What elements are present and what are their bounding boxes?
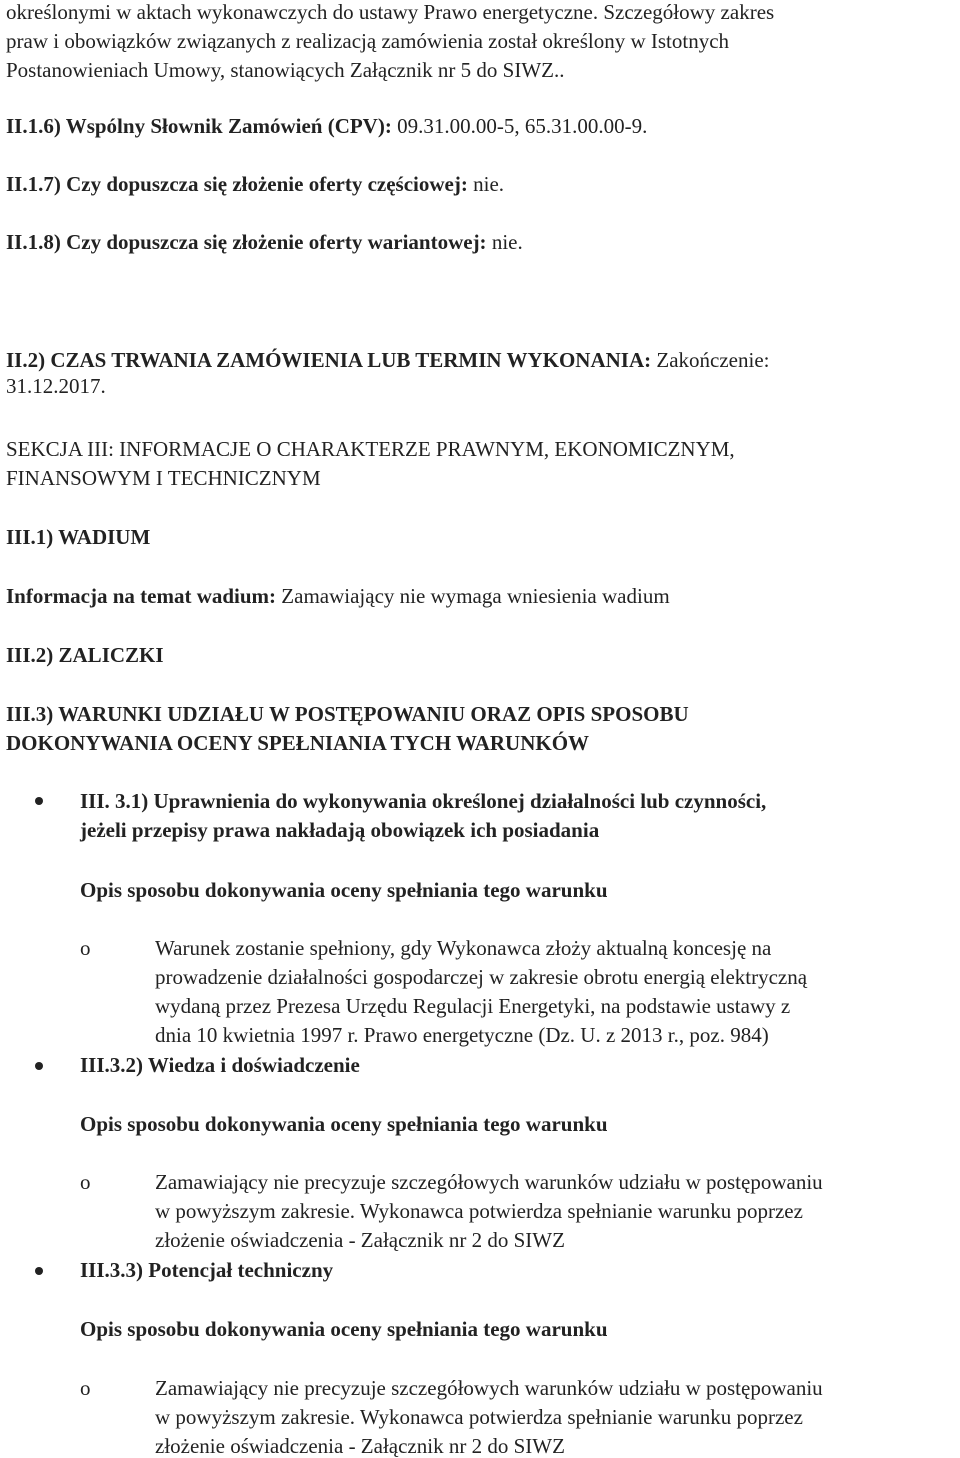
intro-paragraph: [6, 0, 956, 82]
condition-3-1-detail-line: dnia 10 kwietnia 1997 r. Prawo energetyczne (Dz. U. z 2013 r., poz. 984): [155, 1023, 769, 1047]
intro-line: praw i obowiązków związanych z realizacją zamówienia został określony w Istotnych: [6, 29, 730, 53]
condition-3-1-detail-line: prowadzenie działalności gospodarczej w zakresie obrotu energią elektryczną: [155, 965, 808, 989]
sub-bullet-marker: o: [80, 1376, 91, 1400]
duration-date: 31.12.2017.: [6, 374, 106, 398]
condition-3-1-detail-line: Warunek zostanie spełniony, gdy Wykonawca złoży aktualną koncesję na: [155, 936, 772, 960]
condition-3-3-detail-line: złożenie oświadczenia - Załącznik nr 2 do SIWZ: [155, 1434, 565, 1458]
condition-3-2-opis-label: Opis sposobu dokonywania oceny spełniania tego warunku: [80, 1112, 608, 1136]
bullet-marker: [35, 1062, 43, 1070]
section-3-heading: [6, 437, 956, 490]
condition-3-1-title: [80, 789, 956, 842]
intro-line: określonymi w aktach wykonawczych do ustawy Prawo energetyczne. Szczegółowy zakres: [6, 0, 775, 24]
intro-line: Postanowieniach Umowy, stanowiących Załącznik nr 5 do SIWZ..: [6, 58, 565, 82]
variant-offer-line: [6, 230, 956, 254]
condition-3-3-detail-line: Zamawiający nie precyzuje szczegółowych warunków udziału w postępowaniu: [155, 1376, 823, 1400]
warunki-heading: [6, 702, 956, 755]
condition-3-2-detail-line: złożenie oświadczenia - Załącznik nr 2 do SIWZ: [155, 1228, 565, 1252]
section-3-line: FINANSOWYM I TECHNICZNYM: [6, 466, 321, 490]
condition-3-2-detail: [155, 1170, 956, 1252]
condition-3-1-detail: [155, 936, 956, 1047]
duration-label: II.2) CZAS TRWANIA ZAMÓWIENIA LUB TERMIN WYKONANIA:: [6, 348, 652, 372]
sub-bullet-marker: o: [80, 936, 91, 960]
condition-3-2-detail-line: w powyższym zakresie. Wykonawca potwierdza spełnianie warunku poprzez: [155, 1199, 803, 1223]
condition-3-2-detail-line: Zamawiający nie precyzuje szczegółowych warunków udziału w postępowaniu: [155, 1170, 823, 1194]
condition-3-3-detail-line: w powyższym zakresie. Wykonawca potwierdza spełnianie warunku poprzez: [155, 1405, 803, 1429]
condition-3-3-opis-label: Opis sposobu dokonywania oceny spełniania tego warunku: [80, 1317, 608, 1341]
bullet-marker: [35, 797, 43, 805]
condition-3-3-title: III.3.3) Potencjał techniczny: [80, 1258, 334, 1282]
partial-offer-label: II.1.7) Czy dopuszcza się złożenie oferty częściowej:: [6, 172, 468, 196]
cpv-line: [6, 114, 956, 138]
wadium-heading: III.1) WADIUM: [6, 525, 151, 549]
condition-3-3-detail: [155, 1376, 956, 1458]
wadium-info-line: [6, 584, 956, 608]
partial-offer-line: [6, 172, 956, 196]
duration-block: [6, 348, 956, 398]
partial-offer-value: nie.: [467, 172, 505, 196]
duration-value: Zakończenie:: [651, 348, 770, 372]
zaliczki-heading: III.2) ZALICZKI: [6, 643, 164, 667]
condition-3-1-title-line: jeżeli przepisy prawa nakładają obowiązek ich posiadania: [80, 818, 600, 842]
cpv-label: II.1.6) Wspólny Słownik Zamówień (CPV):: [6, 114, 392, 138]
variant-offer-value: nie.: [486, 230, 523, 254]
bullet-marker: [35, 1267, 43, 1275]
condition-3-1-detail-line: wydaną przez Prezesa Urzędu Regulacji Energetyki, na podstawie ustawy z: [155, 994, 791, 1018]
variant-offer-label: II.1.8) Czy dopuszcza się złożenie oferty wariantowej:: [6, 230, 487, 254]
condition-3-1-title-line: III. 3.1) Uprawnienia do wykonywania określonej działalności lub czynności,: [80, 789, 767, 813]
sub-bullet-marker: o: [80, 1170, 91, 1194]
condition-3-1-opis-label: Opis sposobu dokonywania oceny spełniania tego warunku: [80, 878, 608, 902]
cpv-value: 09.31.00.00-5, 65.31.00.00-9.: [391, 114, 648, 138]
condition-3-2-title: III.3.2) Wiedza i doświadczenie: [80, 1053, 360, 1077]
wadium-info-label: Informacja na temat wadium:: [6, 584, 277, 608]
warunki-heading-line: DOKONYWANIA OCENY SPEŁNIANIA TYCH WARUNKÓW: [6, 731, 590, 755]
section-3-line: SEKCJA III: INFORMACJE O CHARAKTERZE PRAWNYM, EKONOMICZNYM,: [6, 437, 735, 461]
wadium-info-value: Zamawiający nie wymaga wniesienia wadium: [276, 584, 670, 608]
warunki-heading-line: III.3) WARUNKI UDZIAŁU W POSTĘPOWANIU ORAZ OPIS SPOSOBU: [6, 702, 689, 726]
